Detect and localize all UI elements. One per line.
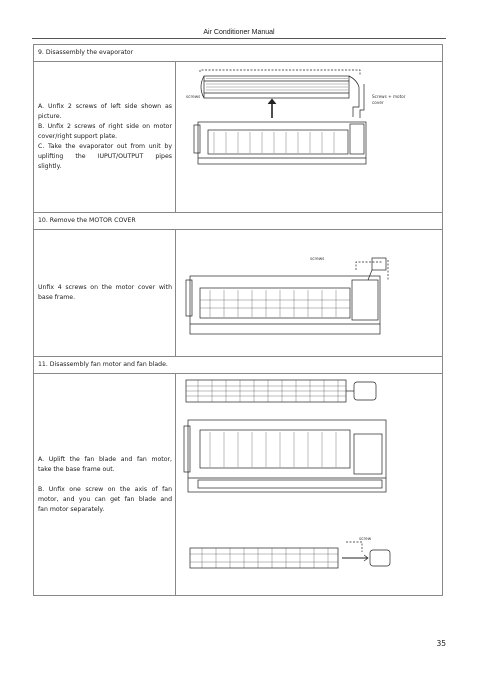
page-header: Air Conditioner Manual xyxy=(203,29,275,36)
step-11b-line1: B. Unfix one screw on the axis of fan xyxy=(38,485,172,493)
step-10-line2: base frame. xyxy=(38,294,76,301)
section-9-title: 9. Disassembly the evaporator xyxy=(34,45,442,62)
label-screws-left: screws xyxy=(186,94,201,99)
header-rule xyxy=(32,38,446,39)
step-9c-line2: uplifting the IUPUT/OUTPUT pipes xyxy=(38,153,172,160)
label-screws-motor-cover: Screws + motor xyxy=(372,94,406,99)
step-9b-line2: cover/right support plate. xyxy=(38,133,118,140)
section-9-body xyxy=(34,62,442,213)
step-11a-line1: A. Uplift the fan blade and fan motor, xyxy=(38,455,172,463)
procedure-table xyxy=(33,44,443,596)
label-screws: screws xyxy=(310,256,325,261)
section-10-title: 10. Remove the MOTOR COVER xyxy=(34,213,442,230)
label-cover: cover xyxy=(372,100,384,105)
step-10-line1: Unfix 4 screws on the motor cover with xyxy=(38,284,172,291)
label-screw: screw xyxy=(359,536,372,541)
section-11-text xyxy=(34,374,176,595)
section-10-text xyxy=(34,230,176,356)
page-number: 35 xyxy=(436,639,446,648)
section-11-body xyxy=(34,374,442,595)
step-9c-line1: C. Take the evaporator out from unit by xyxy=(38,143,172,150)
step-9a-line1: A. Unfix 2 screws of left side shown as xyxy=(38,103,172,110)
step-11b-line3: fan motor separately. xyxy=(38,505,105,513)
evaporator-diagram xyxy=(176,62,441,212)
section-9-text xyxy=(34,62,176,212)
step-9c-line3: slightly. xyxy=(38,163,62,170)
fan-figure xyxy=(176,374,442,595)
spacer xyxy=(38,475,172,485)
motor-cover-figure xyxy=(176,230,442,356)
fan-diagram xyxy=(176,374,441,595)
evaporator-figure xyxy=(176,62,442,212)
step-9b-line1: B. Unfix 2 screws of right side on motor xyxy=(38,123,172,130)
step-11b-line2: motor, and you can get fan blade and xyxy=(38,495,172,503)
step-9a-line2: picture. xyxy=(38,113,62,120)
section-10-body xyxy=(34,230,442,357)
step-11a-line2: take the base frame out. xyxy=(38,465,115,473)
motor-cover-diagram xyxy=(176,230,441,356)
section-11-title: 11. Disassembly fan motor and fan blade. xyxy=(34,357,442,374)
